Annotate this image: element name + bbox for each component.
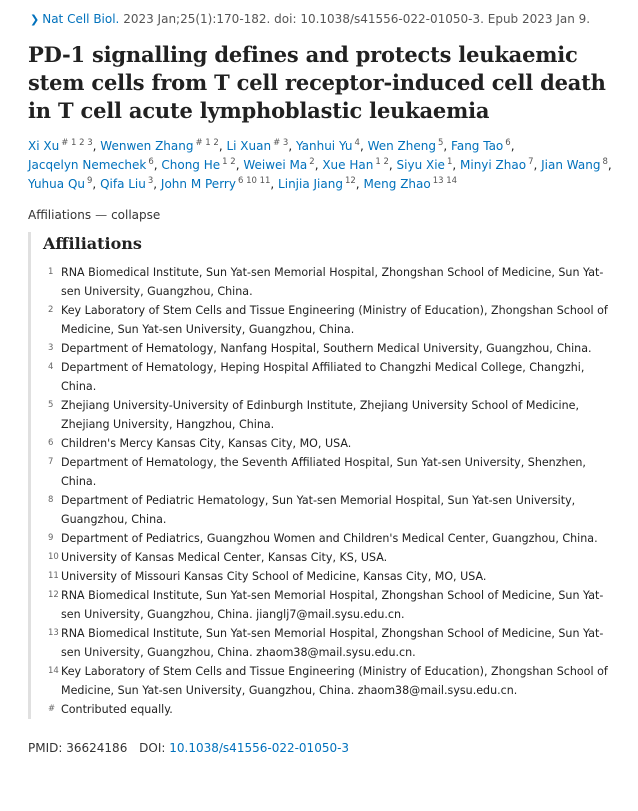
- affiliation-item: [43, 548, 620, 567]
- author-affiliation-refs[interactable]: 5: [437, 138, 444, 148]
- author-name[interactable]: Minyi Zhao: [460, 158, 527, 172]
- affiliation-item: [43, 700, 620, 719]
- author-name[interactable]: Wen Zheng: [367, 139, 436, 153]
- author-name[interactable]: Meng Zhao: [363, 177, 431, 191]
- author-link[interactable]: [100, 139, 219, 153]
- author-affiliation-refs[interactable]: 12: [344, 176, 356, 186]
- author-link[interactable]: [296, 139, 360, 153]
- author-link[interactable]: [28, 158, 154, 172]
- affiliation-text: Key Laboratory of Stem Cells and Tissue Engineering (Ministry of Education), Zhongshan School of Medicine, Sun Yat-sen University, Guangzhou, China.: [61, 304, 608, 336]
- affiliation-item: [43, 453, 620, 491]
- affiliation-text: RNA Biomedical Institute, Sun Yat-sen Memorial Hospital, Zhongshan School of Medicine, Sun Yat-sen University, Guangzhou, China.: [61, 266, 604, 298]
- affiliation-number: 3: [48, 343, 54, 353]
- author-affiliation-refs[interactable]: 1 2: [222, 157, 236, 167]
- author-name[interactable]: Qifa Liu: [100, 177, 146, 191]
- affiliation-number: 5: [48, 400, 54, 410]
- affiliation-item: [43, 358, 620, 396]
- author-affiliation-refs[interactable]: # 1 2 3: [61, 138, 93, 148]
- affiliation-text: University of Missouri Kansas City School of Medicine, Kansas City, MO, USA.: [61, 570, 487, 583]
- author-name[interactable]: Xue Han: [322, 158, 374, 172]
- affiliation-number: 9: [48, 533, 54, 543]
- affiliation-number: 11: [48, 571, 59, 581]
- author-name[interactable]: Xi Xu: [28, 139, 60, 153]
- author-name[interactable]: Jacqelyn Nemechek: [28, 158, 147, 172]
- author-link[interactable]: [28, 139, 93, 153]
- chevron-right-icon[interactable]: ❯: [30, 13, 40, 26]
- doi-link[interactable]: 10.1038/s41556-022-01050-3: [169, 741, 350, 755]
- author-affiliation-refs[interactable]: 4: [354, 138, 360, 148]
- pmid-label: PMID:: [28, 741, 63, 755]
- affiliations-heading: Affiliations: [43, 234, 142, 253]
- author-name[interactable]: Linjia Jiang: [278, 177, 343, 191]
- author-affiliation-refs[interactable]: 6 10 11: [237, 176, 271, 186]
- author-name[interactable]: Li Xuan: [226, 139, 272, 153]
- affiliation-number: 1: [48, 267, 54, 277]
- affiliations-toggle[interactable]: [28, 206, 620, 224]
- author-link[interactable]: [363, 177, 457, 191]
- author-link[interactable]: [322, 158, 389, 172]
- author-link[interactable]: [28, 177, 92, 191]
- journal-link[interactable]: Nat Cell Biol.: [42, 12, 120, 26]
- author-link[interactable]: [541, 158, 608, 172]
- affiliation-text: Zhejiang University-University of Edinburgh Institute, Zhejiang University School of Medicine, Zhejiang University, Hangzhou, China.: [61, 399, 579, 431]
- author-link[interactable]: [161, 158, 235, 172]
- author-name[interactable]: Fang Tao: [451, 139, 504, 153]
- affiliation-text: Key Laboratory of Stem Cells and Tissue Engineering (Ministry of Education), Zhongshan School of Medicine, Sun Yat-sen University, Guangzhou, China. zhaom38@mail.sysu.edu.cn.: [61, 665, 608, 697]
- identifiers: [28, 741, 620, 755]
- affiliation-number: 2: [48, 305, 54, 315]
- author-affiliation-refs[interactable]: 6: [148, 157, 154, 167]
- affiliation-item: [43, 529, 620, 548]
- author-name[interactable]: Yuhua Qu: [28, 177, 85, 191]
- affiliation-item: [43, 339, 620, 358]
- affiliation-text: Children's Mercy Kansas City, Kansas City, MO, USA.: [61, 437, 352, 450]
- author-link[interactable]: [460, 158, 534, 172]
- affiliation-number: 10: [48, 552, 59, 562]
- affiliation-text: RNA Biomedical Institute, Sun Yat-sen Memorial Hospital, Zhongshan School of Medicine, Sun Yat-sen University, Guangzhou, China. zhaom38@mail.sysu.edu.cn.: [61, 627, 604, 659]
- author-name[interactable]: Weiwei Ma: [243, 158, 308, 172]
- author-link[interactable]: [161, 177, 270, 191]
- affiliation-number: 14: [48, 666, 59, 676]
- affiliation-item: [43, 586, 620, 624]
- author-affiliation-refs[interactable]: # 3: [273, 138, 289, 148]
- author-affiliation-refs[interactable]: 8: [602, 157, 608, 167]
- affiliation-number: 12: [48, 590, 59, 600]
- author-name[interactable]: Wenwen Zhang: [100, 139, 194, 153]
- author-affiliation-refs[interactable]: 6: [505, 138, 511, 148]
- author-affiliation-refs[interactable]: 2: [309, 157, 315, 167]
- author-name[interactable]: Siyu Xie: [396, 158, 445, 172]
- author-affiliation-refs[interactable]: 3: [147, 176, 154, 186]
- author-affiliation-refs[interactable]: 7: [528, 157, 534, 167]
- citation-details: 2023 Jan;25(1):170-182. doi: 10.1038/s41556-022-01050-3. Epub 2023 Jan 9.: [123, 12, 591, 26]
- affiliation-number: 4: [48, 362, 54, 372]
- affiliation-number: #: [48, 704, 56, 714]
- dash-icon: —: [95, 208, 108, 222]
- author-affiliation-refs[interactable]: 1: [446, 157, 453, 167]
- affiliation-text: University of Kansas Medical Center, Kansas City, KS, USA.: [61, 551, 388, 564]
- affiliation-text: Department of Hematology, Nanfang Hospital, Southern Medical University, Guangzhou, China.: [61, 342, 592, 355]
- affiliation-item: [43, 396, 620, 434]
- collapse-link[interactable]: collapse: [111, 208, 161, 222]
- affiliation-text: Contributed equally.: [61, 703, 173, 716]
- doi-label: DOI:: [139, 741, 166, 755]
- affiliation-item: [43, 263, 620, 301]
- affiliation-number: 13: [48, 628, 59, 638]
- affiliation-item: [43, 491, 620, 529]
- affiliation-item: [43, 434, 620, 453]
- citation-line: [30, 10, 620, 29]
- author-link[interactable]: [278, 177, 356, 191]
- affiliation-text: Department of Hematology, the Seventh Affiliated Hospital, Sun Yat-sen University, Shenzhen, China.: [61, 456, 586, 488]
- affiliation-number: 7: [48, 457, 54, 467]
- author-affiliation-refs[interactable]: 1 2: [375, 157, 389, 167]
- article-title: PD-1 signalling defines and protects leukaemic stem cells from T cell receptor-induced cell death in T cell acute lymphoblastic leukaemia: [28, 42, 606, 123]
- author-name[interactable]: Yanhui Yu: [295, 139, 353, 153]
- author-affiliation-refs[interactable]: 9: [87, 176, 93, 186]
- affiliation-text: Department of Pediatric Hematology, Sun Yat-sen Memorial Hospital, Sun Yat-sen University, Guangzhou, China.: [61, 494, 576, 526]
- affiliation-number: 6: [48, 438, 54, 448]
- affiliation-text: Department of Pediatrics, Guangzhou Women and Children's Medical Center, Guangzhou, China.: [61, 532, 598, 545]
- affiliations-list: [43, 263, 620, 719]
- author-name[interactable]: John M Perry: [160, 177, 236, 191]
- author-link[interactable]: [226, 139, 288, 153]
- affiliation-number: 8: [48, 495, 54, 505]
- affiliation-item: [43, 301, 620, 339]
- affiliation-text: Department of Hematology, Heping Hospital Affiliated to Changzhi Medical College, Changzhi, China.: [61, 361, 585, 393]
- affiliation-text: RNA Biomedical Institute, Sun Yat-sen Memorial Hospital, Zhongshan School of Medicine, Sun Yat-sen University, Guangzhou, China. jianglj7@mail.sysu.edu.cn.: [61, 589, 604, 621]
- pmid-value: 36624186: [66, 741, 128, 755]
- affiliation-item: [43, 662, 620, 700]
- author-link[interactable]: [397, 158, 453, 172]
- author-link[interactable]: [100, 177, 153, 191]
- author-link[interactable]: [368, 139, 444, 153]
- author-link[interactable]: [451, 139, 511, 153]
- affiliation-item: [43, 567, 620, 586]
- affiliations-toggle-label[interactable]: Affiliations: [28, 208, 92, 222]
- author-affiliation-refs[interactable]: # 1 2: [195, 138, 219, 148]
- author-link[interactable]: [243, 158, 314, 172]
- author-affiliation-refs[interactable]: 13 14: [432, 176, 458, 186]
- affiliations-panel: [28, 232, 620, 719]
- author-list: Xi Xu $^{\# 1 2 3}$, Wenwen Zhang $^{\# 1 2}$, Li Xuan $^{\# 3}$, Yanhui Yu $^4$, Wen Zheng $^5$, Fang Tao $^6$, Jacqelyn Nemechek $^6$, Chong He $^{1 2}$, Weiwei Ma $^2$, Xue Han $^{1 2}$, Siyu Xie $^1$, Minyi Zhao $^7$, Jian Wang $^8$, Yuhua Qu $^9$, Qifa Liu $^3$, John M Perry $^{6 10 11}$, Linjia Jiang $^{12}$, Meng Zhao $^{13 14}$: [28, 138, 612, 191]
- author-name[interactable]: Jian Wang: [541, 158, 601, 172]
- author-name[interactable]: Chong He: [161, 158, 221, 172]
- affiliation-item: [43, 624, 620, 662]
